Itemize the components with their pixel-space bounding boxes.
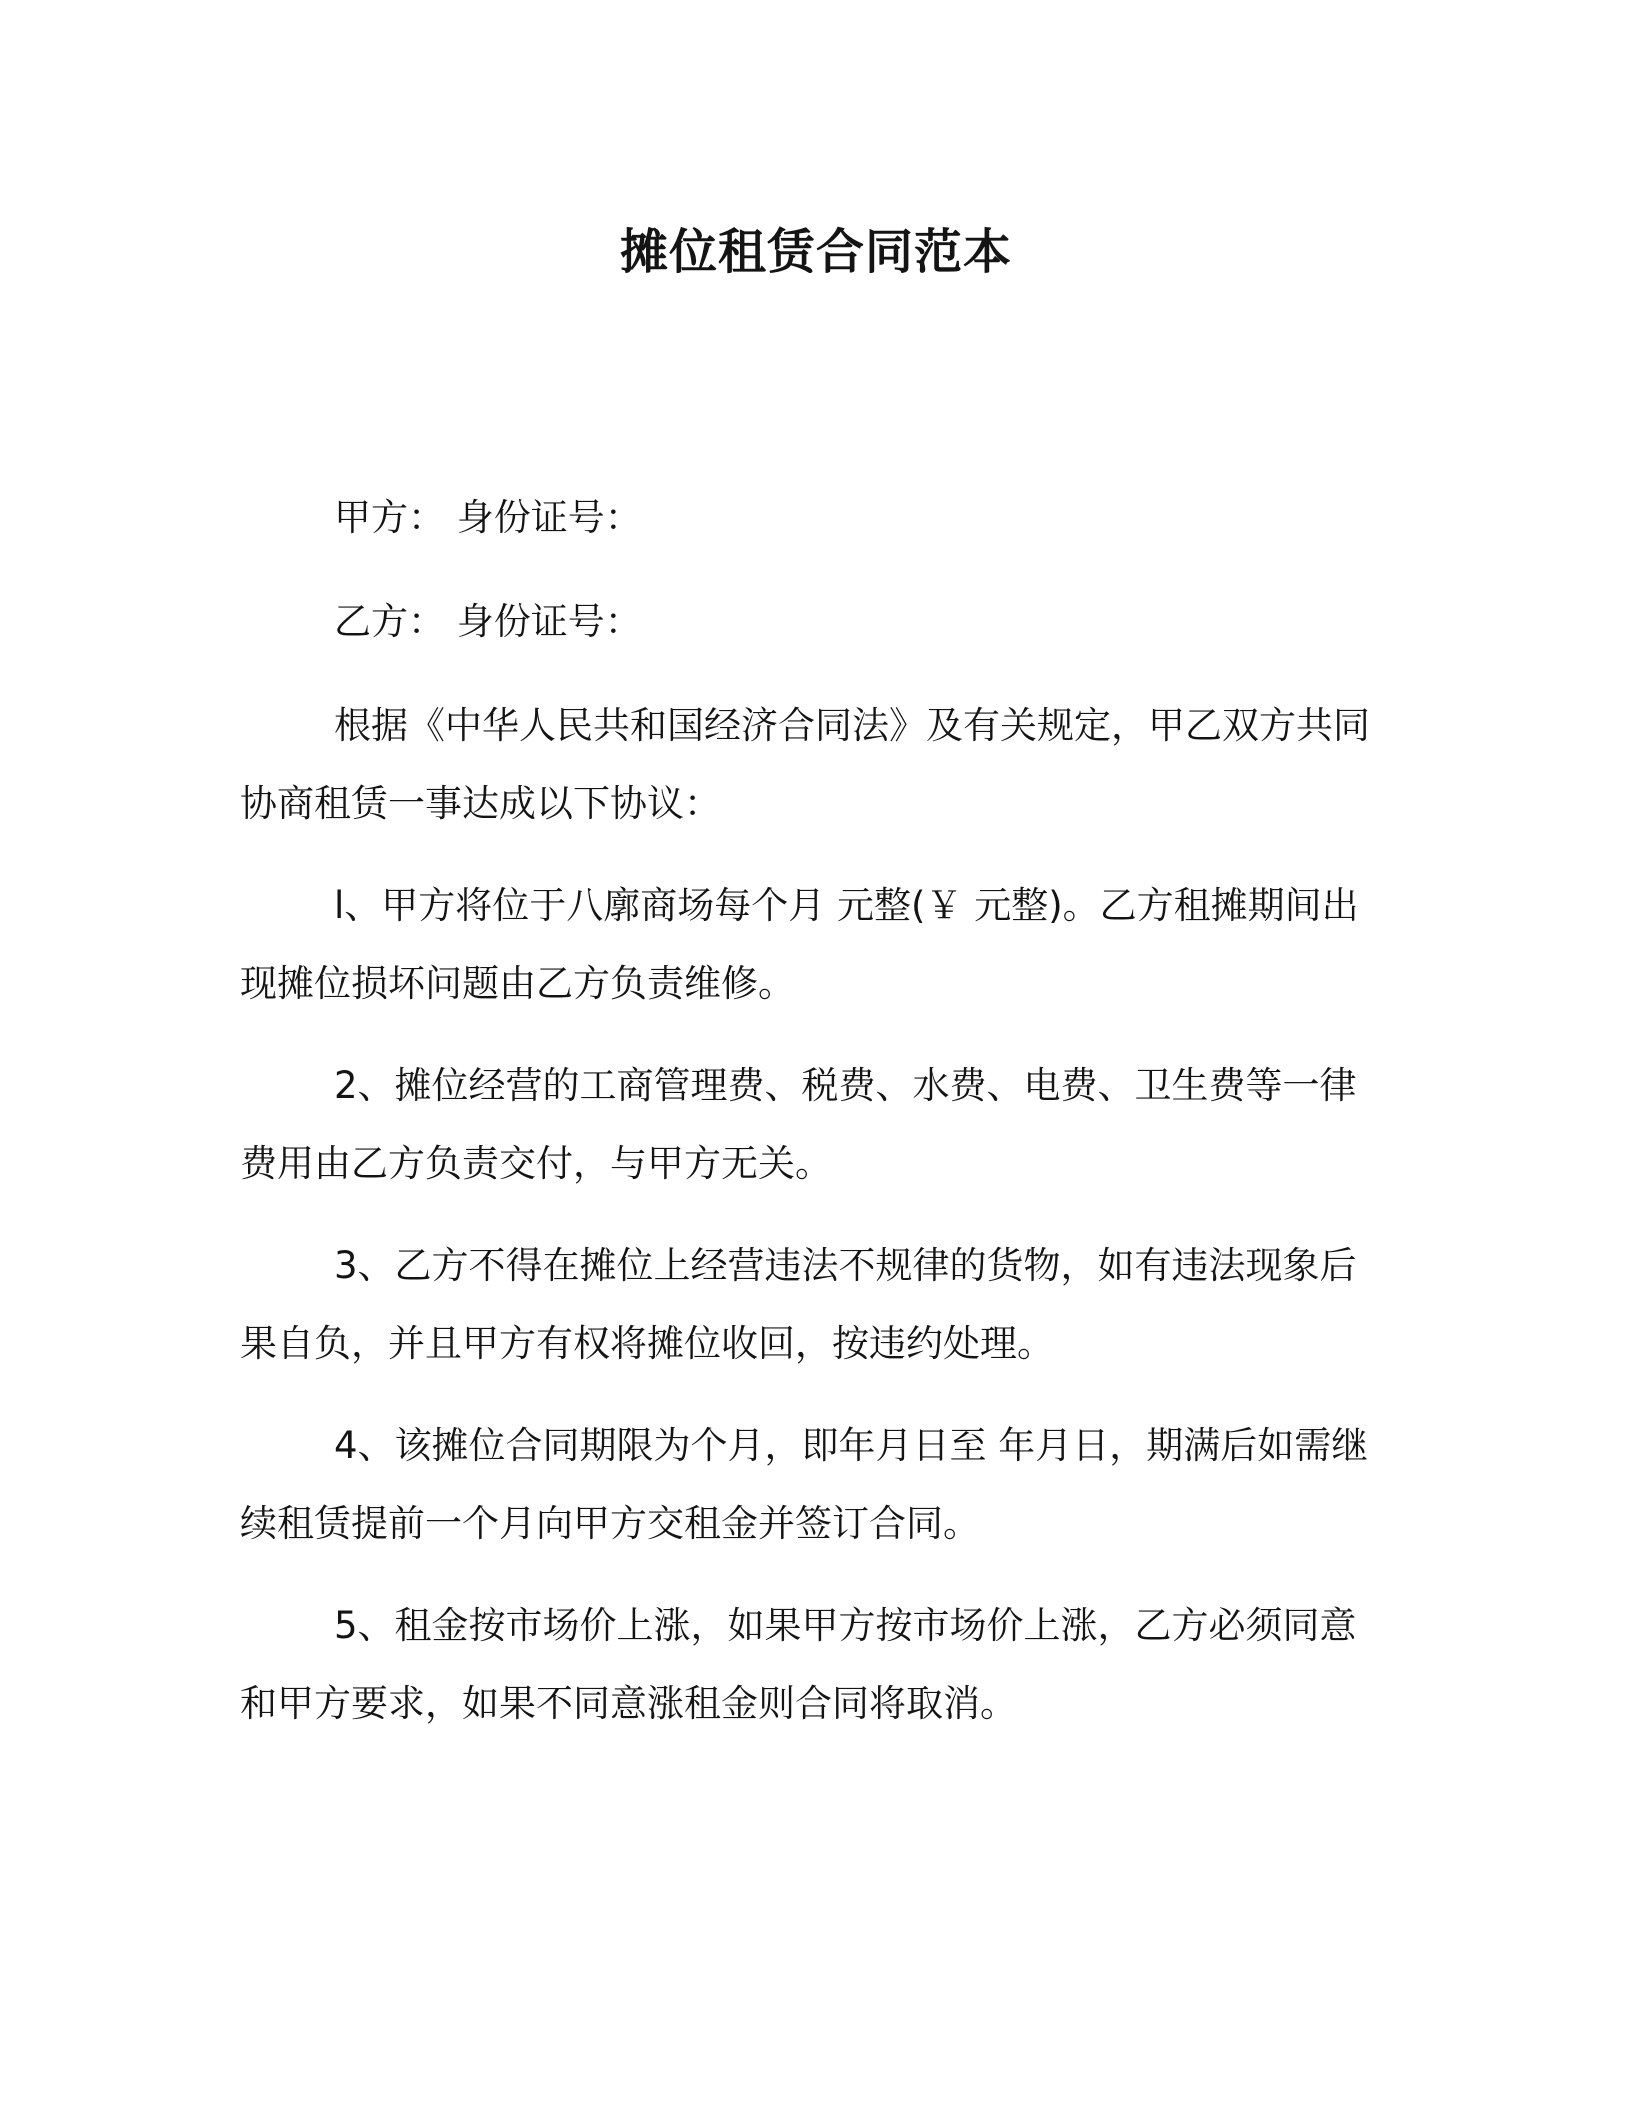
intro-line-1: 根据《中华人民共和国经济合同法》及有关规定，甲乙双方共同 [334, 704, 1370, 747]
clause-3-line-1: 3、乙方不得在摊位上经营违法不规律的货物，如有违法现象后 [334, 1244, 1357, 1287]
document-title: 摊位租赁合同范本 [619, 224, 1012, 280]
clause-3-line-2: 果自负，并且甲方有权将摊位收回，按违约处理。 [240, 1322, 1054, 1365]
party-a-line: 甲方： 身份证号： [334, 496, 642, 539]
intro-line-2: 协商租赁一事达成以下协议： [240, 782, 721, 825]
clause-5-line-2: 和甲方要求，如果不同意涨租金则合同将取消。 [240, 1682, 1017, 1725]
clause-1-line-1: l、甲方将位于八廓商场每个月 元整(￥ 元整)。乙方租摊期间出 [334, 884, 1359, 927]
clause-4-line-1: 4、该摊位合同期限为个月，即年月日至 年月日，期满后如需继 [334, 1424, 1369, 1467]
clause-2-line-1: 2、摊位经营的工商管理费、税费、水费、电费、卫生费等一律 [334, 1064, 1357, 1107]
clause-5-line-1: 5、租金按市场价上涨，如果甲方按市场价上涨，乙方必须同意 [334, 1604, 1357, 1647]
clause-2-line-2: 费用由乙方负责交付，与甲方无关。 [240, 1142, 832, 1185]
party-b-line: 乙方： 身份证号： [334, 600, 642, 643]
clause-4-line-2: 续租赁提前一个月向甲方交租金并签订合同。 [240, 1502, 980, 1545]
clause-1-line-2: 现摊位损坏问题由乙方负责维修。 [240, 962, 795, 1005]
